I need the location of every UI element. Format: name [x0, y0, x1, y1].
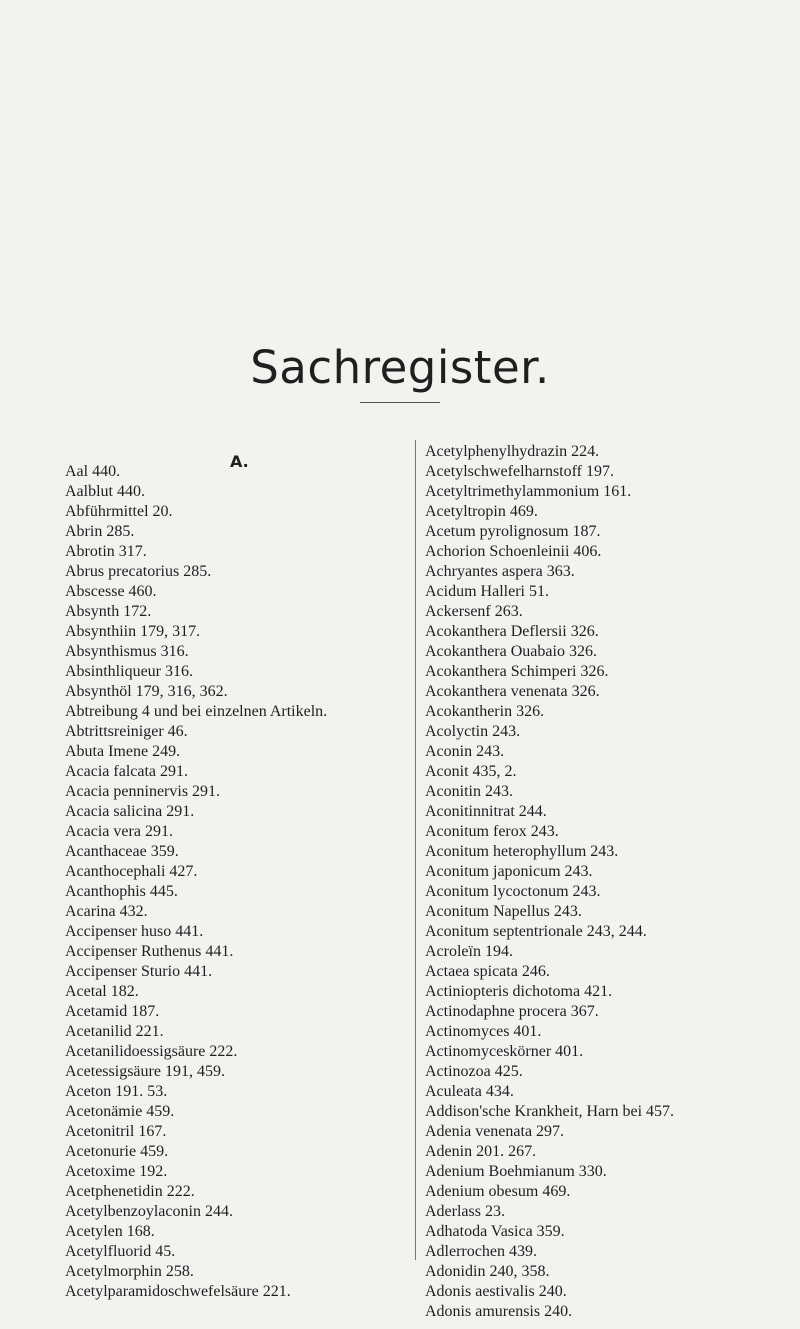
- index-entry: Adonis aestivalis 240.: [425, 1283, 567, 1300]
- index-entry: Aderlass 23.: [425, 1203, 505, 1220]
- index-entry: Actinomyceskörner 401.: [425, 1043, 584, 1060]
- index-entry: Aconitum lycoctonum 243.: [425, 883, 601, 900]
- index-entry: Actiniopteris dichotoma 421.: [425, 983, 613, 1000]
- index-entry: Aconitum japonicum 243.: [425, 863, 593, 880]
- index-entry: Acroleïn 194.: [425, 943, 513, 960]
- index-entry: Aal 440.: [65, 463, 121, 480]
- index-entry: Abuta Imene 249.: [65, 743, 181, 760]
- index-column-right: [425, 442, 765, 1322]
- index-entry: Absynthiin 179, 317.: [65, 623, 201, 640]
- index-entry: Acacia penninervis 291.: [65, 783, 221, 800]
- index-entry: Actinozoa 425.: [425, 1063, 523, 1080]
- index-entry: Acetphenetidin 222.: [65, 1183, 195, 1200]
- index-entry: Adenia venenata 297.: [425, 1123, 565, 1140]
- index-entry: Accipenser Sturio 441.: [65, 963, 213, 980]
- index-entry: Acokanthera venenata 326.: [425, 683, 600, 700]
- index-entry: Abführmittel 20.: [65, 503, 173, 520]
- index-entry: Absinthliqueur 316.: [65, 663, 193, 680]
- index-entry: Acetessigsäure 191, 459.: [65, 1063, 225, 1080]
- index-entry: Achryantes aspera 363.: [425, 563, 575, 580]
- index-entry: Acetum pyrolignosum 187.: [425, 523, 601, 540]
- index-entry: Acolyctin 243.: [425, 723, 521, 740]
- index-entry: Absynthöl 179, 316, 362.: [65, 683, 228, 700]
- index-entry: Absynthismus 316.: [65, 643, 189, 660]
- index-entry: Acetyltropin 469.: [425, 503, 538, 520]
- index-entry: Acetoxime 192.: [65, 1163, 168, 1180]
- index-entry: Aconitum Napellus 243.: [425, 903, 582, 920]
- index-entry: Acetylschwefelharnstoff 197.: [425, 463, 614, 480]
- index-entry: Actinodaphne procera 367.: [425, 1003, 599, 1020]
- index-entry: Abscesse 460.: [65, 583, 157, 600]
- index-entry: Accipenser Ruthenus 441.: [65, 943, 234, 960]
- index-entry: Achorion Schoenleinii 406.: [425, 543, 602, 560]
- index-entry: Acokanthera Deflersii 326.: [425, 623, 599, 640]
- index-entry: Adonidin 240, 358.: [425, 1263, 550, 1280]
- index-list-left: [65, 462, 405, 1302]
- index-entry: Acokanthera Schimperi 326.: [425, 663, 609, 680]
- index-entry: Aconitinnitrat 244.: [425, 803, 547, 820]
- index-entry: Aconitum ferox 243.: [425, 823, 559, 840]
- index-entry: Acanthocephali 427.: [65, 863, 198, 880]
- index-entry: Adenin 201. 267.: [425, 1143, 537, 1160]
- index-entry: Acanthaceae 359.: [65, 843, 179, 860]
- index-entry: Acokantherin 326.: [425, 703, 545, 720]
- index-entry: Acetanilidoessigsäure 222.: [65, 1043, 238, 1060]
- index-entry: Acetyltrimethylammonium 161.: [425, 483, 632, 500]
- index-entry: Acetonämie 459.: [65, 1103, 175, 1120]
- index-entry: Acetanilid 221.: [65, 1023, 164, 1040]
- index-column-left: [65, 442, 405, 1302]
- index-entry: Aceton 191. 53.: [65, 1083, 168, 1100]
- index-entry: Adlerrochen 439.: [425, 1243, 537, 1260]
- index-entry: Accipenser huso 441.: [65, 923, 204, 940]
- index-entry: Acetylbenzoylaconin 244.: [65, 1203, 233, 1220]
- index-entry: Absynth 172.: [65, 603, 152, 620]
- index-entry: Adenium obesum 469.: [425, 1183, 571, 1200]
- index-entry: Acarina 432.: [65, 903, 148, 920]
- index-entry: Adhatoda Vasica 359.: [425, 1223, 565, 1240]
- index-entry: Acetonurie 459.: [65, 1143, 169, 1160]
- column-separator: [415, 440, 416, 1260]
- index-entry: Acetylen 168.: [65, 1223, 155, 1240]
- index-entry: Ackersenf 263.: [425, 603, 523, 620]
- index-entry: Adenium Boehmianum 330.: [425, 1163, 607, 1180]
- index-entry: Actinomyces 401.: [425, 1023, 542, 1040]
- index-entry: Acokanthera Ouabaio 326.: [425, 643, 597, 660]
- index-entry: Aculeata 434.: [425, 1083, 514, 1100]
- index-entry: Acidum Halleri 51.: [425, 583, 549, 600]
- index-list-right: [425, 442, 765, 1322]
- index-entry: Aconitin 243.: [425, 783, 513, 800]
- index-entry: Abrin 285.: [65, 523, 135, 540]
- title-rule: [360, 402, 440, 403]
- index-entry: Aconitum septentrionale 243, 244.: [425, 923, 647, 940]
- index-entry: Acanthophis 445.: [65, 883, 178, 900]
- index-entry: Acetamid 187.: [65, 1003, 160, 1020]
- section-letter: A.: [230, 452, 249, 471]
- index-entry: Acacia vera 291.: [65, 823, 173, 840]
- index-entry: Abtrittsreiniger 46.: [65, 723, 188, 740]
- index-entry: Acetal 182.: [65, 983, 139, 1000]
- index-entry: Abrotin 317.: [65, 543, 147, 560]
- index-entry: Acetonitril 167.: [65, 1123, 167, 1140]
- index-entry: Aalblut 440.: [65, 483, 145, 500]
- index-entry: Adonis amurensis 240.: [425, 1303, 573, 1320]
- index-entry: Acacia falcata 291.: [65, 763, 189, 780]
- index-entry: Addison'sche Krankheit, Harn bei 457.: [425, 1103, 675, 1120]
- index-entry: Abtreibung 4 und bei einzelnen Artikeln.: [65, 703, 328, 720]
- index-entry: Acacia salicina 291.: [65, 803, 195, 820]
- index-entry: Abrus precatorius 285.: [65, 563, 212, 580]
- index-entry: Aconit 435, 2.: [425, 763, 517, 780]
- index-entry: Acetylphenylhydrazin 224.: [425, 443, 600, 460]
- index-entry: Acetylparamidoschwefelsäure 221.: [65, 1283, 291, 1300]
- index-entry: Aconin 243.: [425, 743, 505, 760]
- index-entry: Actaea spicata 246.: [425, 963, 550, 980]
- index-entry: Aconitum heterophyllum 243.: [425, 843, 619, 860]
- page-title: Sachregister.: [250, 341, 550, 394]
- index-entry: Acetylfluorid 45.: [65, 1243, 176, 1260]
- index-entry: Acetylmorphin 258.: [65, 1263, 194, 1280]
